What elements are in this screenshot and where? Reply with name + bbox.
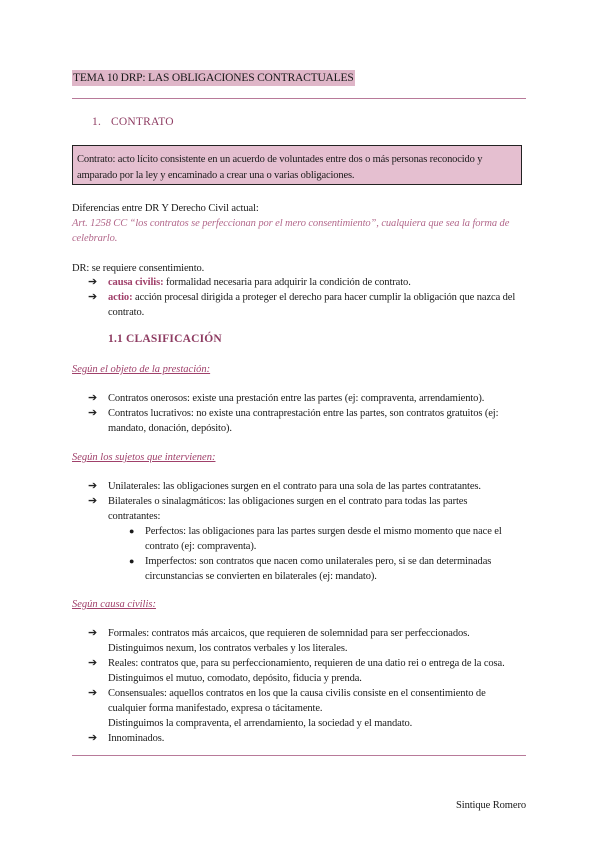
- arrow-icon: ➔: [88, 687, 98, 699]
- definition-box: Contrato: acto lícito consistente en un acuerdo de voluntades entre dos o más personas reconocido y amparado por la ley y encaminado a crear una o varias obligaciones.: [72, 145, 522, 185]
- dr-line: DR: se requiere consentimiento.: [72, 263, 205, 274]
- list-item-reales: Reales: contratos que, para su perfeccionamiento, requieren de una datio rei o entrega de la cosa. Distinguimos el mutuo, comodato, depósito, fiducia y prenda.: [108, 658, 505, 684]
- subheading-objeto: Según el objeto de la prestación:: [72, 364, 211, 375]
- bullet-icon: ●: [129, 526, 135, 536]
- arrow-icon: ➔: [88, 291, 98, 303]
- article-quote: Art. 1258 CC “los contratos se perfeccionan por el mero consentimiento”, cualquiera que sea la forma de celebrarlo.: [72, 218, 510, 244]
- arrow-icon: ➔: [88, 407, 98, 419]
- list-item-bilaterales: Bilaterales o sinalagmáticos: las obligaciones surgen en el contrato para todas las partes contratantes:: [108, 496, 468, 522]
- arrow-icon: ➔: [88, 392, 98, 404]
- consensuales-extra: Distinguimos la compraventa, el arrendamiento, la sociedad y el mandato.: [108, 718, 413, 729]
- footer-author: Sintique Romero: [456, 800, 526, 811]
- arrow-icon: ➔: [88, 627, 98, 639]
- bottom-divider: [72, 755, 526, 756]
- list-item-causa-civilis: causa civilis: formalidad necesaria para adquirir la condición de contrato.: [108, 277, 411, 288]
- list-item-actio: actio: acción procesal dirigida a proteger el derecho para hacer cumplir la obligación que nazca del contrato.: [108, 292, 516, 318]
- list-item-onerosos: Contratos onerosos: existe una prestación entre las partes (ej: compraventa, arrendamiento).: [108, 393, 485, 404]
- list-item-consensuales: Consensuales: aquellos contratos en los que la causa civilis consiste en el consentimiento de cualquier forma manifestado, expresa o tácitamente.: [108, 688, 486, 714]
- page-title: TEMA 10 DRP: LAS OBLIGACIONES CONTRACTUALES: [73, 72, 354, 84]
- list-item-formales: Formales: contratos más arcaicos, que requieren de solemnidad para ser perfeccionados. Distinguimos nexum, los contratos verbales y los literales.: [108, 628, 470, 654]
- differences-heading: Diferencias entre DR Y Derecho Civil actual:: [72, 203, 259, 214]
- subheading-sujetos: Según los sujetos que intervienen:: [72, 452, 216, 463]
- arrow-icon: ➔: [88, 732, 98, 744]
- list-item-innominados: Innominados.: [108, 733, 165, 744]
- section-heading-clasificacion: 1.1 CLASIFICACIÓN: [108, 333, 222, 345]
- arrow-icon: ➔: [88, 480, 98, 492]
- section-heading-contrato: 1. CONTRATO: [92, 116, 174, 128]
- list-item-perfectos: Perfectos: las obligaciones para las partes surgen desde el mismo momento que nace el contrato (ej: compraventa).: [145, 526, 502, 552]
- list-item-imperfectos: Imperfectos: son contratos que nacen como unilaterales pero, si se dan determinadas circunstancias se convierten en bilaterales (ej: mandato).: [145, 556, 492, 582]
- arrow-icon: ➔: [88, 495, 98, 507]
- bullet-icon: ●: [129, 556, 135, 566]
- arrow-icon: ➔: [88, 276, 98, 288]
- subheading-causa: Según causa civilis:: [72, 599, 156, 610]
- list-item-lucrativos: Contratos lucrativos: no existe una contraprestación entre las partes, son contratos gratuitos (ej: mandato, donación, depósito).: [108, 408, 499, 434]
- arrow-icon: ➔: [88, 657, 98, 669]
- list-item-unilaterales: Unilaterales: las obligaciones surgen en el contrato para una sola de las partes contratantes.: [108, 481, 481, 492]
- title-divider: [72, 98, 526, 99]
